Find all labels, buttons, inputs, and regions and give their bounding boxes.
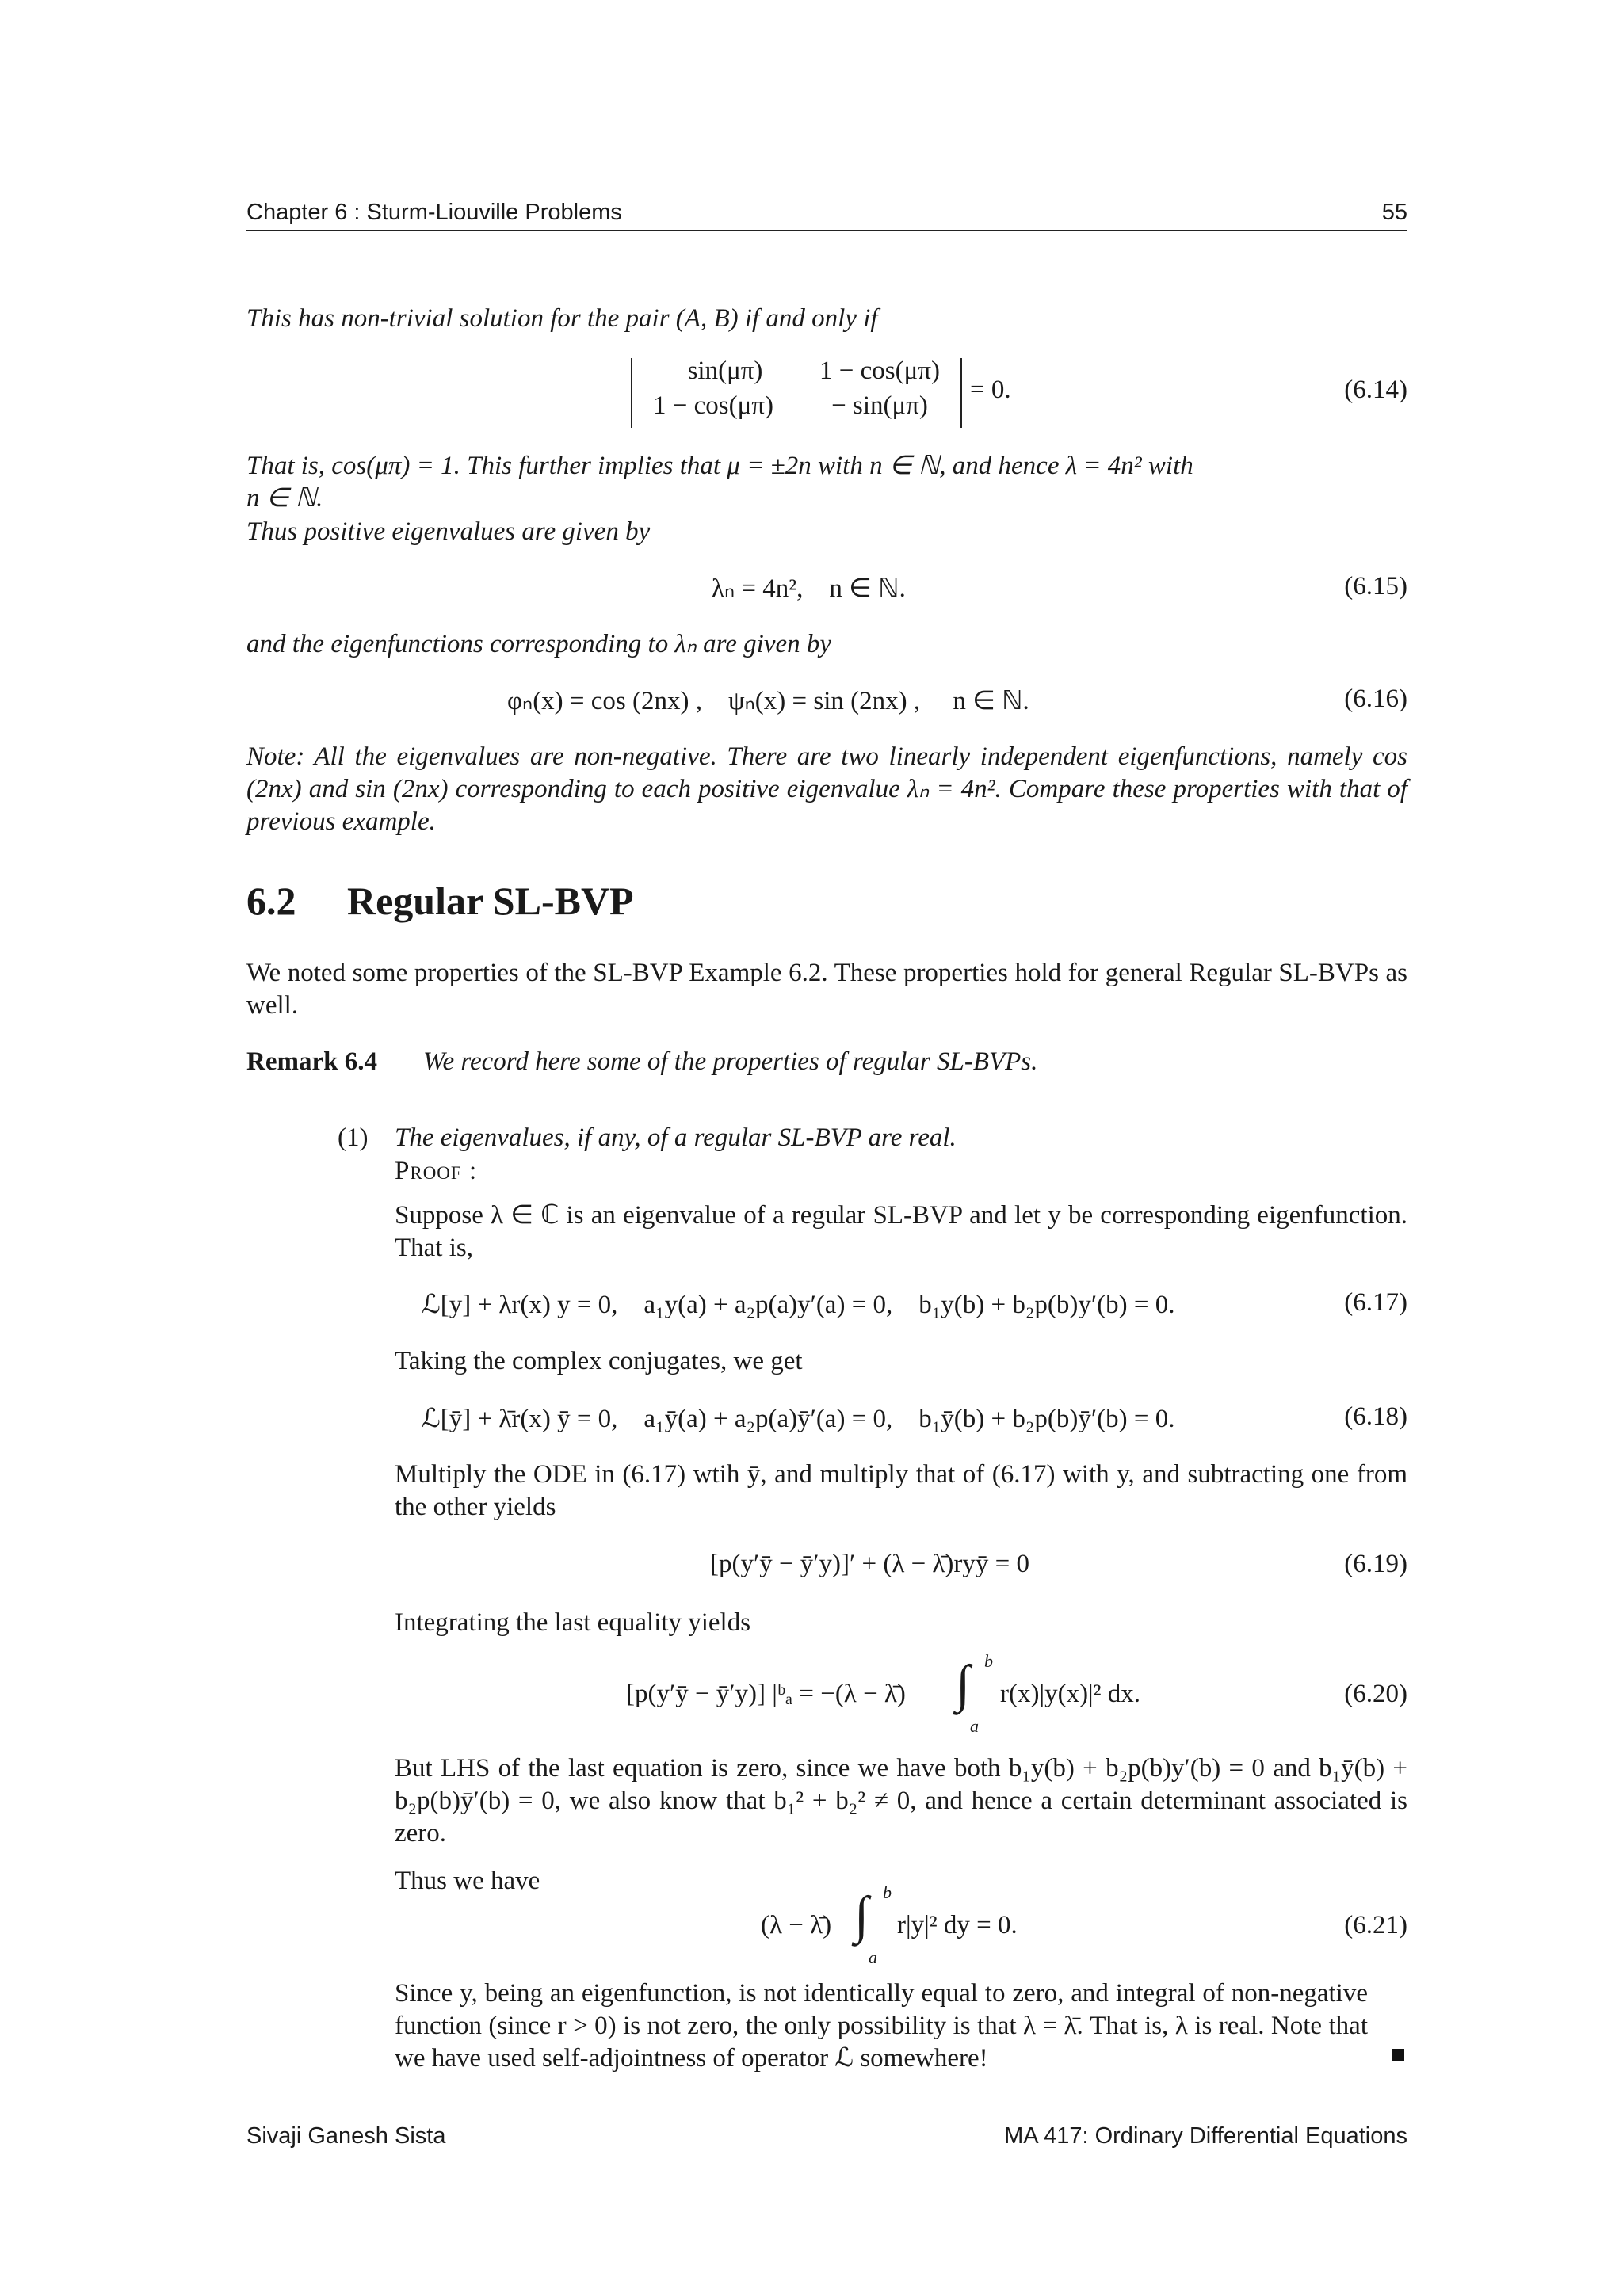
equation-number: (6.20) xyxy=(1344,1680,1407,1708)
integral-upper-limit: b xyxy=(883,1882,892,1902)
integral-sign: ∫ xyxy=(956,1655,971,1713)
determinant-bar-left xyxy=(631,358,632,428)
proof-paragraph-2: Taking the complex conjugates, we get xyxy=(395,1347,803,1375)
paragraph-eigenfunctions: and the eigenfunctions corresponding to λₙ are given by xyxy=(246,630,832,658)
section-number: 6.2 xyxy=(246,879,296,923)
equation-rhs: = 0. xyxy=(970,376,1011,404)
equation-6-17: ℒ[y] + λr(x) y = 0, a₁y(a) + a₂p(a)y′(a) = 0, b₁y(b) + b₂p(b)y′(b) = 0. xyxy=(422,1291,1175,1319)
matrix-entry-12: 1 − cos(μπ) xyxy=(819,357,940,385)
item-statement: The eigenvalues, if any, of a regular SL-BVP are real. xyxy=(395,1123,957,1152)
equation-number: (6.16) xyxy=(1344,685,1407,713)
remark-label: Remark 6.4 xyxy=(246,1047,377,1076)
equation-6-19: [p(y′ȳ − ȳ′y)]′ + (λ − λ̄)ryȳ = 0 xyxy=(710,1550,1030,1578)
equation-6-18: ℒ[ȳ] + λ̄r(x) ȳ = 0, a₁ȳ(a) + a₂p(a)ȳ′(a) = 0, b₁ȳ(b) + b₂p(b)ȳ′(b) = 0. xyxy=(422,1405,1175,1433)
proof-paragraph-1: Suppose λ ∈ ℂ is an eigenvalue of a regular SL-BVP and let y be corresponding eigenfunction. That is, xyxy=(395,1201,1407,1262)
equation-lhs: [p(y′ȳ − ȳ′y)] |ᵇₐ = −(λ − λ̄) xyxy=(626,1680,906,1708)
footer-course: MA 417: Ordinary Differential Equations xyxy=(1004,2123,1407,2149)
integral-upper-limit: b xyxy=(984,1651,993,1671)
paragraph-cos-condition-line1: That is, cos(μπ) = 1. This further implies that μ = ±2n with n ∈ ℕ, and hence λ = 4n² with xyxy=(246,452,1193,480)
paragraph-cos-condition-line2: n ∈ ℕ. xyxy=(246,484,323,513)
note-paragraph: Note: All the eigenvalues are non-negative. There are two linearly independent eigenfunctions, namely cos (2nx) and sin (2nx) corresponding to each positive eigenvalue λₙ = 4n². Compare these properties with that of previous example. xyxy=(246,742,1407,836)
proof-paragraph-7: Since y, being an eigenfunction, is not identically equal to zero, and integral of non-negative function (since r > 0) is not zero, the only possibility is that λ = λ̄. That is, λ is real. Note that we have used self-adjointness of operator ℒ somewhere! xyxy=(395,1979,1368,2073)
equation-6-15: λₙ = 4n², n ∈ ℕ. xyxy=(712,574,906,603)
proof-paragraph-3: Multiply the ODE in (6.17) wtih ȳ, and multiply that of (6.17) with y, and subtracting one from the other yields xyxy=(395,1460,1407,1521)
integral-lower-limit: a xyxy=(970,1716,979,1736)
integral-lower-limit: a xyxy=(869,1947,877,1967)
equation-number: (6.18) xyxy=(1344,1402,1407,1431)
proof-paragraph-5: But LHS of the last equation is zero, since we have both b₁y(b) + b₂p(b)y′(b) = 0 and b₁ȳ(b) + b₂p(b)ȳ′(b) = 0, we also know that b₁² + b₂² ≠ 0, and hence a certain determinant associated is zero. xyxy=(395,1754,1407,1848)
equation-number: (6.17) xyxy=(1344,1288,1407,1317)
matrix-entry-22: − sin(μπ) xyxy=(831,391,928,420)
equation-lhs: (λ − λ̄) xyxy=(761,1911,832,1939)
footer-author: Sivaji Ganesh Sista xyxy=(246,2123,446,2149)
equation-6-16: φₙ(x) = cos (2nx) , ψₙ(x) = sin (2nx) , n ∈ ℕ. xyxy=(507,687,1029,715)
remark-text: We record here some of the properties of regular SL-BVPs. xyxy=(423,1047,1038,1076)
item-marker: (1) xyxy=(338,1123,369,1152)
matrix-entry-11: sin(μπ) xyxy=(687,357,763,385)
proof-paragraph-4: Integrating the last equality yields xyxy=(395,1608,751,1637)
determinant-bar-right xyxy=(960,358,962,428)
equation-number: (6.14) xyxy=(1344,376,1407,404)
equation-number: (6.15) xyxy=(1344,572,1407,601)
running-header: Chapter 6 : Sturm-Liouville Problems xyxy=(246,200,622,225)
paragraph-positive-eigenvalues: Thus positive eigenvalues are given by xyxy=(246,517,651,546)
header-rule xyxy=(246,230,1407,231)
section-intro: We noted some properties of the SL-BVP Example 6.2. These properties hold for general Regular SL-BVPs as well. xyxy=(246,959,1407,1020)
matrix-entry-21: 1 − cos(μπ) xyxy=(653,391,773,420)
paragraph-nontrivial: This has non-trivial solution for the pair (A, B) if and only if xyxy=(246,304,878,333)
integral-sign: ∫ xyxy=(854,1886,869,1944)
page-number: 55 xyxy=(1381,200,1407,225)
proof-label: Proof : xyxy=(395,1157,478,1185)
equation-number: (6.19) xyxy=(1344,1550,1407,1578)
equation-number: (6.21) xyxy=(1344,1911,1407,1939)
integrand: r(x)|y(x)|² dx. xyxy=(1000,1680,1141,1708)
section-title: Regular SL-BVP xyxy=(347,879,634,923)
qed-square-icon xyxy=(1392,2049,1404,2061)
proof-paragraph-6: Thus we have xyxy=(395,1867,540,1895)
integrand: r|y|² dy = 0. xyxy=(897,1911,1018,1939)
